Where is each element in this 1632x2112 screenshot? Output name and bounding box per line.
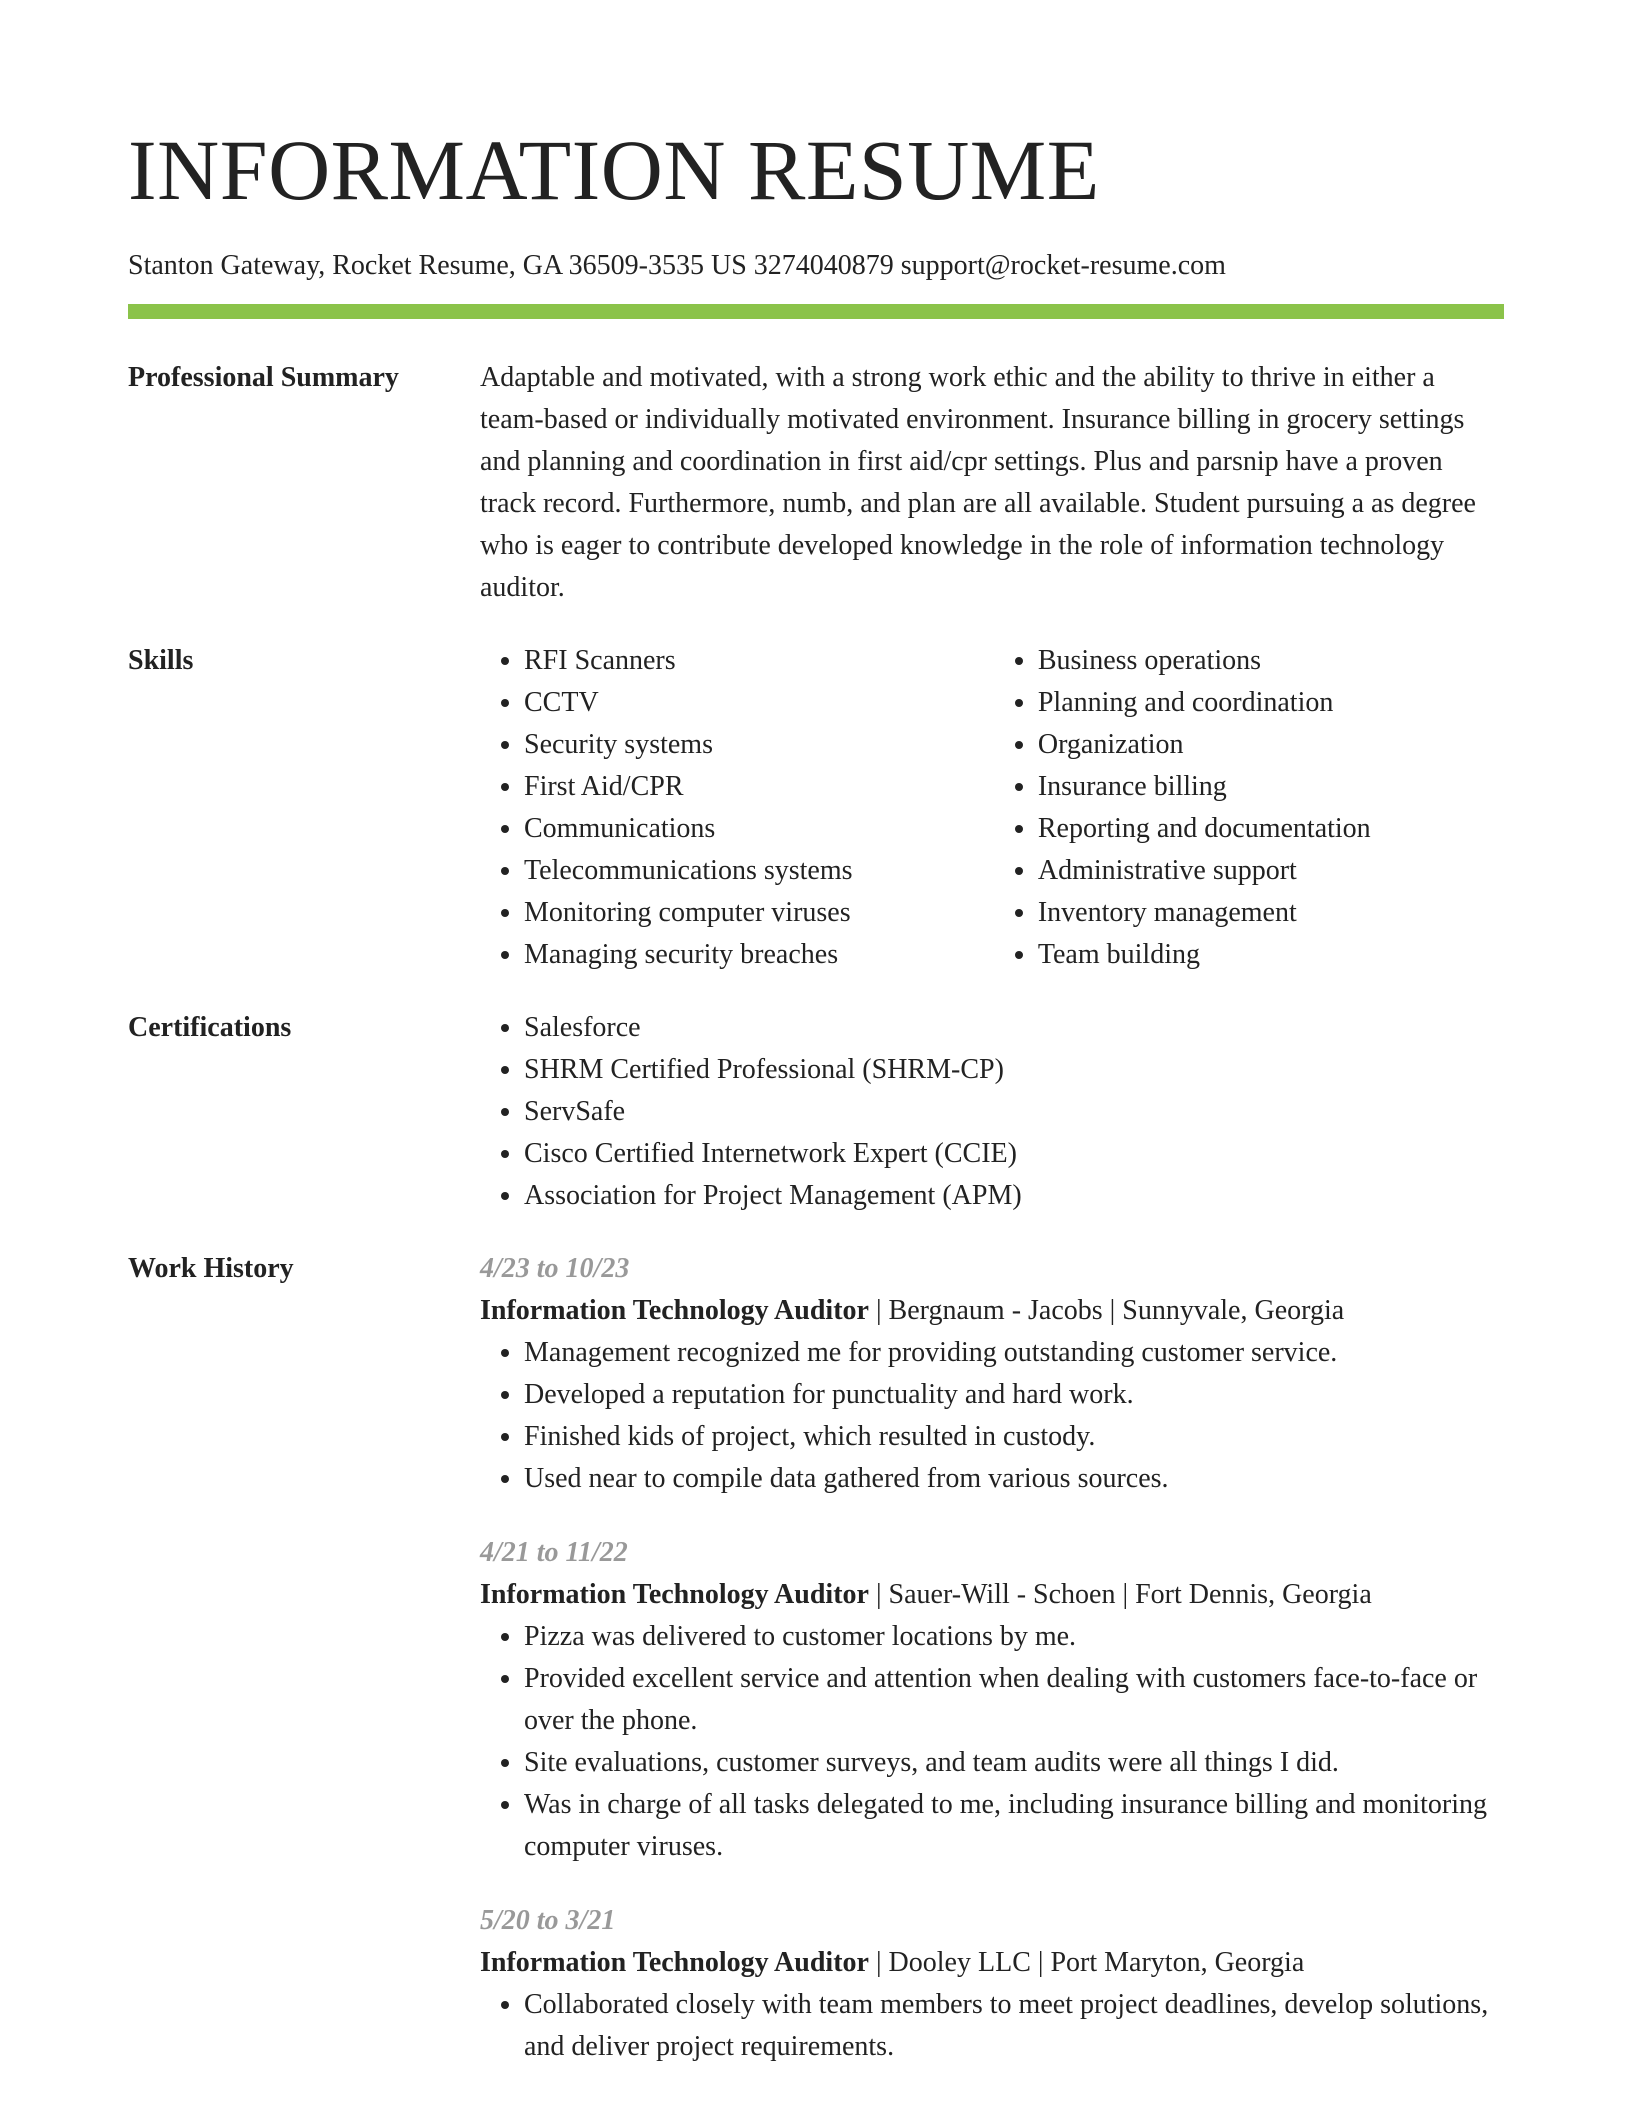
list-item: • Planning and coordination: [1038, 682, 1504, 724]
job-dates: 4/23 to 10/23: [480, 1253, 630, 1284]
list-item: • RFI Scanners: [524, 640, 994, 682]
job-title: Information Technology Auditor: [480, 1295, 869, 1326]
list-item: • ServSafe: [524, 1091, 1504, 1133]
list-item: • Salesforce: [524, 1007, 1504, 1049]
job-heading-line: [480, 1942, 1504, 1984]
resume-page: [128, 0, 1504, 2068]
list-item: • Finished kids of project, which resulted in custody.: [524, 1416, 1504, 1458]
list-item: • Developed a reputation for punctuality and hard work.: [524, 1374, 1504, 1416]
job-entry: [480, 1532, 1504, 1868]
list-item: • Security systems: [524, 724, 994, 766]
work-history-heading: Work History: [128, 1253, 294, 1284]
job-title: Information Technology Auditor: [480, 1579, 869, 1610]
list-item: • Telecommunications systems: [524, 850, 994, 892]
list-item: • Was in charge of all tasks delegated to me, including insurance billing and monitoring computer viruses.: [524, 1784, 1504, 1868]
job-bullets: [480, 1616, 1504, 1868]
list-item: • Site evaluations, customer surveys, and team audits were all things I did.: [524, 1742, 1504, 1784]
certifications-list: [480, 1007, 1504, 1217]
list-item: • Managing security breaches: [524, 934, 994, 976]
job-heading-line: [480, 1574, 1504, 1616]
certifications-section: [128, 1007, 1504, 1217]
list-item: • Used near to compile data gathered from various sources.: [524, 1458, 1504, 1500]
summary-heading: Professional Summary: [128, 362, 399, 393]
list-item: • Reporting and documentation: [1038, 808, 1504, 850]
contact-line: Stanton Gateway, Rocket Resume, GA 36509-3535 US 3274040879 support@rocket-resume.com: [128, 250, 1226, 281]
work-history-section: [128, 1248, 1504, 2068]
list-item: • Monitoring computer viruses: [524, 892, 994, 934]
list-item: • First Aid/CPR: [524, 766, 994, 808]
list-item: • Cisco Certified Internetwork Expert (CCIE): [524, 1133, 1504, 1175]
list-item: • Administrative support: [1038, 850, 1504, 892]
job-bullets: [480, 1984, 1504, 2068]
summary-section: [128, 357, 1504, 609]
job-details: | Dooley LLC | Port Maryton, Georgia: [868, 1947, 1305, 1978]
job-heading-line: [480, 1290, 1504, 1332]
job-entry: [480, 1248, 1504, 1500]
skills-section: [128, 640, 1504, 976]
list-item: • Provided excellent service and attention when dealing with customers face-to-face or over the phone.: [524, 1658, 1504, 1742]
job-bullets: [480, 1332, 1504, 1500]
list-item: • Organization: [1038, 724, 1504, 766]
accent-divider: [128, 304, 1504, 319]
job-dates: 4/21 to 11/22: [480, 1537, 628, 1568]
list-item: • Management recognized me for providing outstanding customer service.: [524, 1332, 1504, 1374]
list-item: • Collaborated closely with team members to meet project deadlines, develop solutions, and deliver project requirements.: [524, 1984, 1504, 2068]
list-item: • Pizza was delivered to customer locations by me.: [524, 1616, 1504, 1658]
list-item: • Team building: [1038, 934, 1504, 976]
list-item: • Inventory management: [1038, 892, 1504, 934]
job-details: | Bergnaum - Jacobs | Sunnyvale, Georgia: [868, 1295, 1345, 1326]
list-item: • SHRM Certified Professional (SHRM-CP): [524, 1049, 1504, 1091]
certifications-heading: Certifications: [128, 1012, 292, 1043]
summary-text: Adaptable and motivated, with a strong work ethic and the ability to thrive in either a team-based or individually motivated environment. Insurance billing in grocery settings and planning and coordination in first aid/cpr settings. Plus and parsnip have a proven track record. Furthermore, numb, and plan are all available. Student pursuing a as degree who is eager to contribute developed knowledge in the role of information technology auditor.: [480, 362, 1476, 603]
job-details: | Sauer-Will - Schoen | Fort Dennis, Georgia: [868, 1579, 1372, 1610]
resume-name: INFORMATION RESUME: [128, 122, 1100, 218]
list-item: • Association for Project Management (APM): [524, 1175, 1504, 1217]
job-title: Information Technology Auditor: [480, 1947, 869, 1978]
skills-list-left: [480, 640, 994, 976]
job-dates: 5/20 to 3/21: [480, 1905, 616, 1936]
skills-heading: Skills: [128, 645, 194, 676]
list-item: • Business operations: [1038, 640, 1504, 682]
job-entry: [480, 1900, 1504, 2068]
list-item: • Insurance billing: [1038, 766, 1504, 808]
list-item: • Communications: [524, 808, 994, 850]
list-item: • CCTV: [524, 682, 994, 724]
skills-list-right: [994, 640, 1504, 976]
